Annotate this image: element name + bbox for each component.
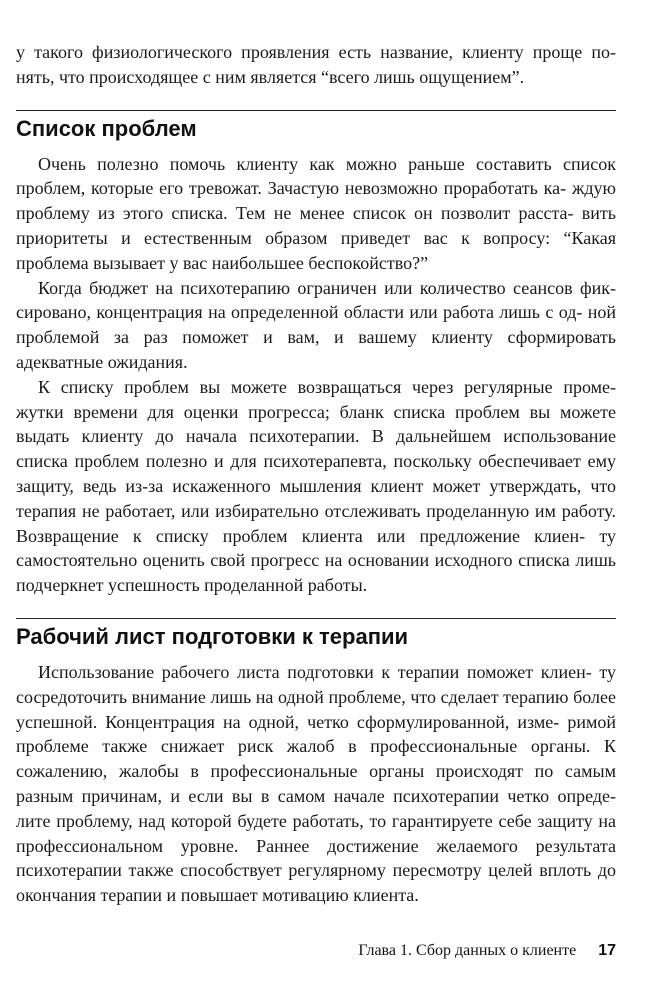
text-line: лишь подчеркнет успешность проделанной работы.	[16, 550, 617, 596]
text-line: работу. Возвращение к списку проблем клиента или предложение клиен-	[16, 500, 616, 546]
text-line: Когда бюджет на психотерапию ограничен или количество сеансов фик-	[38, 277, 616, 298]
text-line: ной проблемой за раз поможет и вам, и вашему клиенту сформировать	[16, 302, 616, 348]
text-line: сировано, концентрация на определенной области или работа лишь с од-	[16, 302, 583, 323]
text-line: К сожалению, жалобы в профессиональные органы происходят по самым	[16, 736, 617, 782]
page-number: 17	[598, 942, 616, 959]
intro-paragraph	[16, 40, 616, 90]
text-line: проблема вызывает у вас наибольшее беспокойство?”	[16, 252, 429, 273]
text-line: лите проблему, над которой будете работать, то гарантируете себе защиту	[16, 810, 593, 831]
text-line: вить приоритеты и естественным образом приведет вас к вопросу: “Какая	[16, 203, 616, 248]
text-line: К списку проблем вы можете возвращаться через регулярные проме-	[38, 376, 616, 397]
text-line: списка проблем полезно и для психотерапевта, поскольку обеспечивает	[16, 451, 581, 472]
text-line: более успешной. Концентрация на одной, четко сформулированной, изме-	[16, 686, 617, 732]
text-line: у такого физиологического проявления есть название, клиенту проще по-	[16, 42, 616, 62]
section-heading: Рабочий лист подготовки к терапии	[16, 623, 409, 649]
text-line: психотерапии также способствует регулярному пересмотру целей вплоть	[16, 860, 592, 881]
running-footer-chapter: Глава 1. Сбор данных о клиенте	[358, 942, 577, 959]
section-divider	[16, 110, 616, 111]
text-line: ждую проблему из этого списка. Тем не менее список он позволит расста-	[16, 178, 616, 224]
text-line: жутки времени для оценки прогресса; бланк списка проблем вы можете	[16, 401, 616, 422]
text-line: разным причинам, и если вы в самом начале психотерапии четко опреде-	[16, 785, 616, 806]
section-heading: Список проблем	[16, 115, 197, 141]
text-line: нять, что происходящее с ним является “всего лишь ощущением”.	[16, 66, 525, 87]
text-line: что терапия не работает, или избирательно отслеживать проделанную им	[16, 475, 616, 521]
text-line: ему защиту, ведь из-за искаженного мышления клиент может утверждать,	[16, 451, 617, 496]
text-line: адекватные ожидания.	[16, 351, 188, 372]
text-line: Очень полезно помочь клиенту как можно раньше составить список	[38, 153, 616, 174]
text-line: ту сосредоточить внимание лишь на одной проблеме, что сделает терапию	[16, 661, 616, 707]
body-paragraph	[16, 152, 616, 276]
body-paragraph	[16, 660, 616, 908]
text-line: Использование рабочего листа подготовки к терапии поможет клиен-	[38, 661, 592, 682]
text-line: до окончания терапии и повышает мотивацию клиента.	[16, 860, 616, 906]
page-footer	[16, 941, 616, 961]
section-divider	[16, 618, 616, 619]
body-paragraph	[16, 375, 616, 598]
text-line: выдать клиенту до начала психотерапии. В дальнейшем использование	[16, 426, 616, 447]
body-paragraph	[16, 276, 616, 375]
text-line: проблем, которые его тревожат. Зачастую невозможно проработать ка-	[16, 178, 567, 199]
text-line: ту самостоятельно оценить свой прогресс на основании исходного списка	[16, 525, 617, 571]
text-line: римой проблеме также снижает риск жалоб в профессиональные органы.	[16, 711, 617, 757]
page-body	[16, 40, 616, 908]
text-line: на профессиональном уровне. Раннее достижение желаемого результата	[16, 810, 616, 856]
